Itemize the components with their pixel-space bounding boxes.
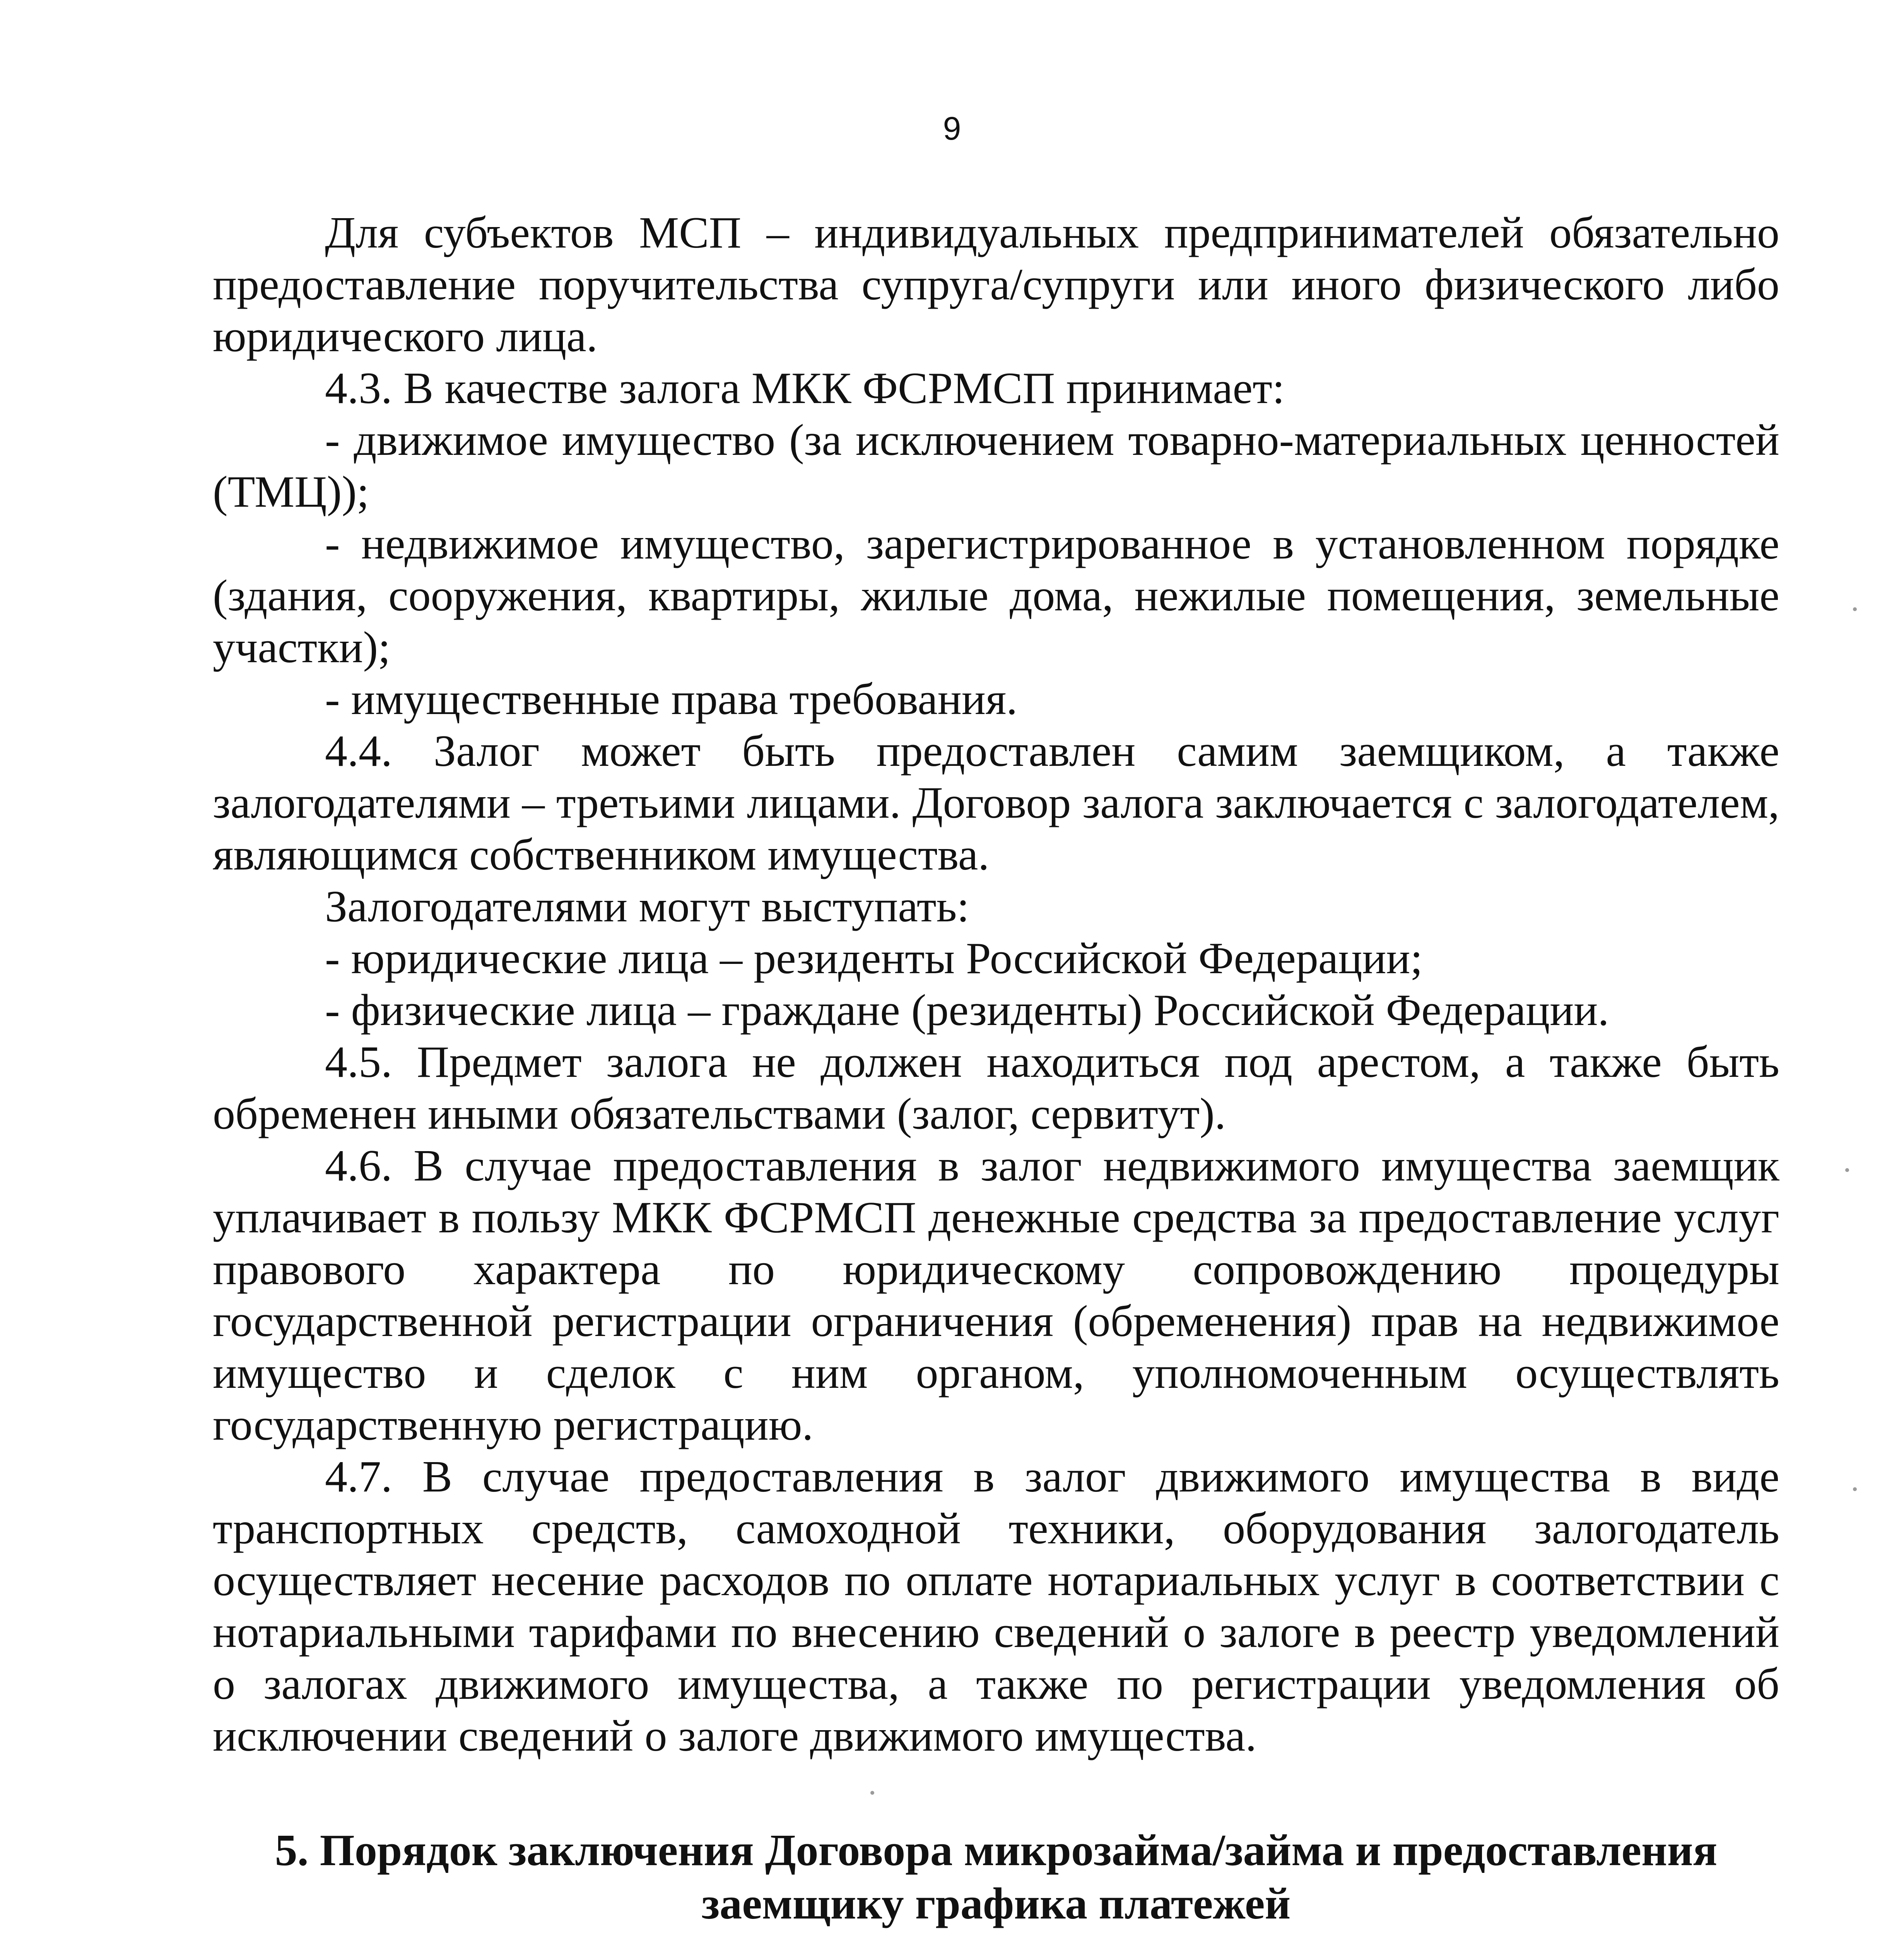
page-number: 9: [943, 110, 961, 147]
list-item-individuals: - физические лица – граждане (резиденты) Российской Федерации.: [325, 986, 1609, 1035]
paragraph-4-7: 4.7. В случае предоставления в залог движимого имущества в виде транспортных средств, самоходной техники, оборудования залогодатель осуществляет несение расходов по оплате нотариальных услуг в соответствии с нотариальными тарифами по внесению сведений о залоге в реестр уведомлений о залогах движимого имущества, а также по регистрации уведомления об исключении сведений о залоге движимого имущества.: [213, 1452, 1779, 1761]
list-item-property-rights: - имущественные права требования.: [325, 675, 1018, 724]
document-body: [213, 207, 1779, 1934]
list-item-legal-entities: - юридические лица – резиденты Российской Федерации;: [325, 934, 1423, 983]
paragraph-individual-entrepreneurs: Для субъектов МСП – индивидуальных предпринимателей обязательно предоставление поручительства супруга/супруги или иного физического либо юридического лица.: [213, 208, 1779, 361]
section-5-heading: 5. Порядок заключения Договора микрозайма/займа и предоставления заемщику графика платежей: [275, 1826, 1718, 1929]
scan-dot: [1845, 1168, 1849, 1172]
list-item-real-estate: - недвижимое имущество, зарегистрированное в установленном порядке (здания, сооружения, квартиры, жилые дома, нежилые помещения, земельные участки);: [213, 519, 1779, 672]
paragraph-4-5: 4.5. Предмет залога не должен находиться под арестом, а также быть обременен иными обязательствами (залог, сервитут).: [213, 1037, 1779, 1139]
paragraph-pledgers-intro: Залогодателями могут выступать:: [325, 882, 969, 931]
paragraph-4-3: 4.3. В качестве залога МКК ФСРМСП принимает:: [325, 364, 1285, 413]
paragraph-4-4: 4.4. Залог может быть предоставлен самим заемщиком, а также залогодателями – третьими лицами. Договор залога заключается с залогодателем, являющимся собственником имущества.: [213, 726, 1779, 880]
scan-dot: [1853, 1487, 1857, 1491]
list-item-movable-property: - движимое имущество (за исключением товарно-материальных ценностей (ТМЦ));: [213, 415, 1779, 517]
paragraph-4-6: 4.6. В случае предоставления в залог недвижимого имущества заемщик уплачивает в пользу МКК ФСРМСП денежные средства за предоставление услуг правового характера по юридическому сопровождению процедуры государственной регистрации ограничения (обременения) прав на недвижимое имущество и сделок с ним органом, уполномоченным осуществлять государственную регистрацию.: [213, 1141, 1779, 1450]
scan-dot: [870, 1791, 874, 1795]
scan-dot: [1853, 607, 1857, 611]
